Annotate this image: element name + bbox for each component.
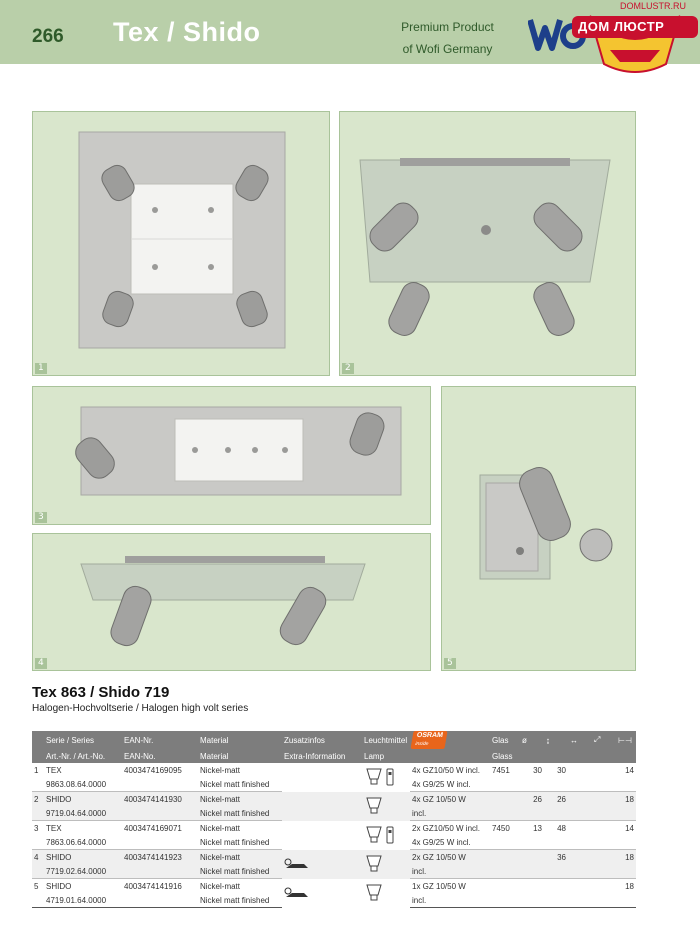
premium-product-text xyxy=(380,16,515,60)
osram-badge: OSRAM inside xyxy=(410,731,490,749)
material-de: Nickel-matt xyxy=(200,765,241,775)
width-value xyxy=(568,821,592,836)
lamp-info-2: 4x G9/25 W incl. xyxy=(410,777,490,792)
material-en: Nickel matt finished xyxy=(198,864,282,879)
diameter-value xyxy=(520,850,544,865)
article-number: 9863.08.64.0000 xyxy=(44,777,122,792)
article-number: 7863.06.64.0000 xyxy=(44,835,122,850)
ceiling-lamp-4-spot-glass-image xyxy=(340,112,636,376)
table-row xyxy=(32,792,636,807)
article-number: 4719.01.64.0000 xyxy=(44,893,122,908)
spec-table xyxy=(32,731,636,908)
width-icon: ↔ xyxy=(568,731,592,749)
product-photo-5 xyxy=(441,386,636,671)
col-ean: EAN-Nr. xyxy=(122,731,198,749)
series-title: Tex / Shido xyxy=(113,17,261,47)
ceiling-lamp-4-spot-square-image xyxy=(33,112,330,376)
series-name: TEX xyxy=(46,765,62,775)
width-value xyxy=(568,850,592,865)
table-header-row-de xyxy=(32,731,636,749)
lamp-icon xyxy=(362,763,410,792)
photo-number: 2 xyxy=(342,363,354,374)
width-value xyxy=(568,879,592,894)
lamp-info-1: 1x GZ 10/50 W xyxy=(412,881,466,891)
photo-number: 5 xyxy=(444,658,456,669)
material-en: Nickel matt finished xyxy=(198,777,282,792)
article-number: 9719.04.64.0000 xyxy=(44,806,122,821)
series-name: TEX xyxy=(46,823,62,833)
page-header xyxy=(0,0,700,64)
table-header-row-en: Art.-Nr. / Art.-No. EAN-No. Material Extra-Information Lamp Glass xyxy=(32,749,636,763)
projection-value xyxy=(592,792,616,807)
projection-value xyxy=(592,850,616,865)
projection-value xyxy=(592,821,616,836)
length-value: 18 xyxy=(625,881,634,891)
product-subtitle: Halogen-Hochvoltserie / Halogen high volt series xyxy=(32,703,249,714)
col-material: Material xyxy=(198,731,282,749)
product-photo-2 xyxy=(339,111,636,376)
material-de: Nickel-matt xyxy=(198,792,282,807)
height-value xyxy=(544,879,568,894)
article-number: 7719.02.64.0000 xyxy=(44,864,122,879)
extra-info-icon xyxy=(282,763,362,792)
photo-number: 1 xyxy=(35,363,47,374)
lamp-info-2: 4x G9/25 W incl. xyxy=(410,835,490,850)
height-value: 36 xyxy=(544,850,568,865)
material-en: Nickel matt finished xyxy=(198,835,282,850)
height-value: 26 xyxy=(544,792,568,807)
series-name: SHIDO xyxy=(46,881,72,891)
glass-number: 7450 xyxy=(492,823,510,833)
lamp-info-1: 4x GZ 10/50 W xyxy=(410,792,490,807)
product-photo-4 xyxy=(32,533,431,671)
material-en: Nickel matt finished xyxy=(198,893,282,908)
length-value: 18 xyxy=(616,792,636,807)
row-number: 1 xyxy=(34,765,39,775)
material-de: Nickel-matt xyxy=(200,881,241,891)
table-row xyxy=(32,821,636,836)
photo-number: 3 xyxy=(35,512,47,523)
lamp-info-2: incl. xyxy=(410,806,490,821)
series-name: SHIDO xyxy=(44,792,122,807)
material-de: Nickel-matt xyxy=(200,823,241,833)
row-number: 4 xyxy=(32,850,44,865)
col-glass: Glas xyxy=(490,731,520,749)
page-number: 266 xyxy=(32,26,64,47)
dom-lustr-logo xyxy=(570,2,700,76)
length-icon: ⊢⊣ xyxy=(616,731,636,749)
width-value xyxy=(568,763,592,777)
diameter-icon: ø xyxy=(520,731,544,749)
lamp-icon xyxy=(362,850,410,879)
width-value xyxy=(568,792,592,807)
dom-lustr-logo-text: ДОМ ЛЮСТР xyxy=(578,19,665,34)
lamp-info-1: 2x GZ10/50 W incl. xyxy=(412,823,481,833)
diameter-value: 30 xyxy=(533,765,542,775)
dom-lustr-watermark: DOMLUSTR.RU xyxy=(620,1,687,11)
lamp-info-1: 2x GZ 10/50 W xyxy=(410,850,490,865)
glass-number xyxy=(490,792,520,807)
extra-info-icon xyxy=(282,792,362,821)
projection-value xyxy=(592,879,616,894)
material-de: Nickel-matt xyxy=(198,850,282,865)
projection-value xyxy=(592,763,616,777)
premium-line-1: Premium Product xyxy=(401,20,494,34)
col-lamp: Leuchtmittel xyxy=(362,731,410,749)
height-value: 30 xyxy=(557,765,566,775)
table-row xyxy=(32,879,636,894)
table-row xyxy=(32,850,636,865)
photo-number: 4 xyxy=(35,658,47,669)
ean-number: 4003474141923 xyxy=(122,850,198,865)
extra-info-icon xyxy=(282,821,362,850)
length-value: 14 xyxy=(625,765,634,775)
series-name: SHIDO xyxy=(44,850,122,865)
lamp-icon xyxy=(362,879,410,908)
product-photo-3 xyxy=(32,386,431,525)
wall-lamp-2-spot-glass-image xyxy=(33,534,431,671)
length-value: 18 xyxy=(616,850,636,865)
wall-lamp-2-spot-rectangle-image xyxy=(33,387,431,525)
extra-info-icon xyxy=(282,879,362,908)
row-number: 5 xyxy=(34,881,39,891)
col-extra: Zusatzinfos xyxy=(282,731,362,749)
extra-info-icon xyxy=(282,850,362,879)
row-number: 3 xyxy=(34,823,39,833)
diameter-value xyxy=(520,879,544,894)
ean-number: 4003474141916 xyxy=(124,881,182,891)
length-value: 14 xyxy=(625,823,634,833)
glass-number xyxy=(490,879,520,894)
lamp-info-2: incl. xyxy=(410,893,490,908)
diameter-value: 13 xyxy=(533,823,542,833)
material-en: Nickel matt finished xyxy=(198,806,282,821)
ean-number: 4003474169071 xyxy=(124,823,182,833)
wall-lamp-1-spot-image xyxy=(442,387,636,671)
premium-line-2: of Wofi Germany xyxy=(402,42,493,56)
lamp-icon xyxy=(362,792,410,821)
table-row xyxy=(32,763,636,777)
glass-number: 7451 xyxy=(492,765,510,775)
projection-icon: ⤢ xyxy=(592,731,616,749)
height-icon: ↨ xyxy=(544,731,568,749)
ean-number: 4003474169095 xyxy=(124,765,182,775)
lamp-info-2: incl. xyxy=(410,864,490,879)
height-value: 48 xyxy=(557,823,566,833)
lamp-info-1: 4x GZ10/50 W incl. xyxy=(412,765,481,775)
col-series: Serie / Series xyxy=(44,731,122,749)
ean-number: 4003474141930 xyxy=(122,792,198,807)
product-title: Tex 863 / Shido 719 xyxy=(32,684,170,701)
lamp-icon xyxy=(362,821,410,850)
glass-number xyxy=(490,850,520,865)
row-number: 2 xyxy=(32,792,44,807)
diameter-value: 26 xyxy=(520,792,544,807)
product-photo-1 xyxy=(32,111,330,376)
